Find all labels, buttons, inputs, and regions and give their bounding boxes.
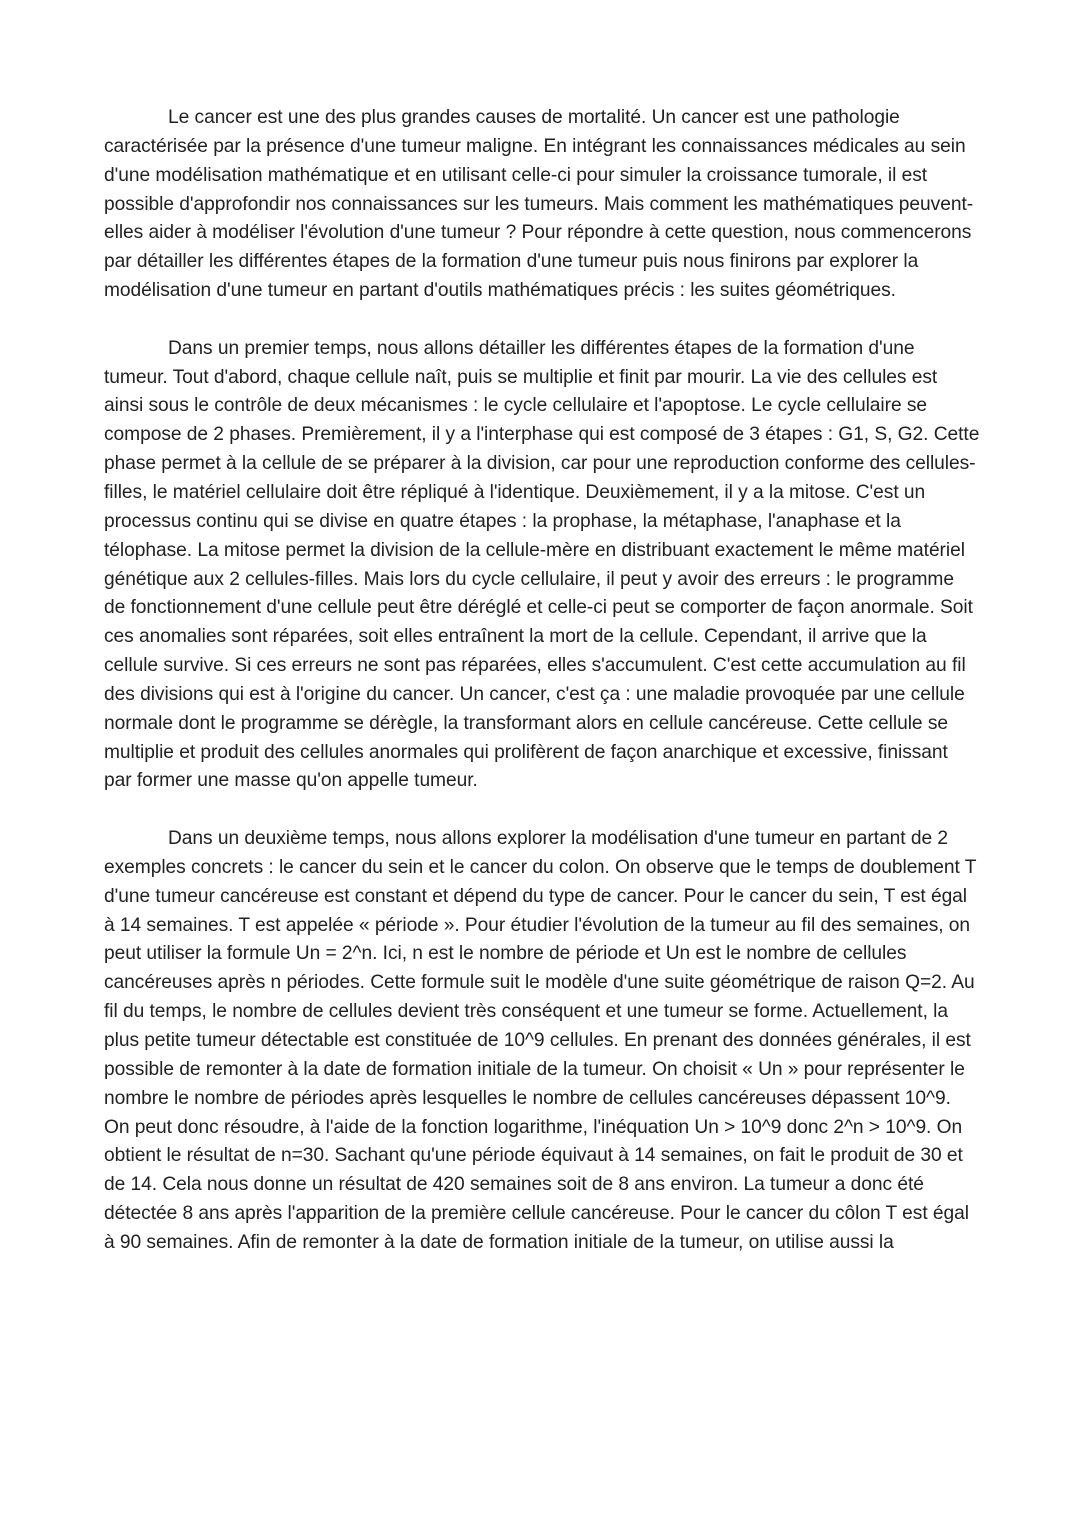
paragraph-tumor-formation: Dans un premier temps, nous allons détailler les différentes étapes de la formation d'une tumeur. Tout d'abord, chaque cellule naît, puis se multiplie et finit par mourir. La vie des cellules est ainsi sous le contrôle de deux mécanismes : le cycle cellulaire et l'apoptose. Le cycle cellulaire se compose de 2 phases. Premièrement, il y a l'interphase qui est composé de 3 étapes : G1, S, G2. Cette phase permet à la cellule de se préparer à la division, car pour une reproduction conforme des cellules-filles, le matériel cellulaire doit être répliqué à l'identique. Deuxièmement, il y a la mitose. C'est un processus continu qui se divise en quatre étapes : la prophase, la métaphase, l'anaphase et la télophase. La mitose permet la division de la cellule-mère en distribuant exactement le même matériel génétique aux 2 cellules-filles. Mais lors du cycle cellulaire, il peut y avoir des erreurs : le programme de fonctionnement d'une cellule peut être déréglé et celle-ci peut se comporter de façon anormale. Soit ces anomalies sont réparées, soit elles entraînent la mort de la cellule. Cependant, il arrive que la cellule survive. Si ces erreurs ne sont pas réparées, elles s'accumulent. C'est cette accumulation au fil des divisions qui est à l'origine du cancer. Un cancer, c'est ça : une maladie provoquée par une cellule normale dont le programme se dérègle, la transformant alors en cellule cancéreuse. Cette cellule se multiplie et produit des cellules anormales qui prolifèrent de façon anarchique et excessive, finissant par former une masse qu'on appelle tumeur. xyxy=(104,337,980,792)
document-page xyxy=(104,104,980,1258)
paragraph-introduction: Le cancer est une des plus grandes causes de mortalité. Un cancer est une pathologie caractérisée par la présence d'une tumeur maligne. En intégrant les connaissances médicales au sein d'une modélisation mathématique et en utilisant celle-ci pour simuler la croissance tumorale, il est possible d'approfondir nos connaissances sur les tumeurs. Mais comment les mathématiques peuvent-elles aider à modéliser l'évolution d'une tumeur ? Pour répondre à cette question, nous commencerons par détailler les différentes étapes de la formation d'une tumeur puis nous finirons par explorer la modélisation d'une tumeur en partant d'outils mathématiques précis : les suites géométriques. xyxy=(104,107,974,302)
paragraph-tumor-modeling: Dans un deuxième temps, nous allons explorer la modélisation d'une tumeur en partant de 2 exemples concrets : le cancer du sein et le cancer du colon. On observe que le temps de doublement T d'une tumeur cancéreuse est constant et dépend du type de cancer. Pour le cancer du sein, T est égal à 14 semaines. T est appelée « période ». Pour étudier l'évolution de la tumeur au fil des semaines, on peut utiliser la formule Un = 2^n. Ici, n est le nombre de période et Un est le nombre de cellules cancéreuses après n périodes. Cette formule suit le modèle d'une suite géométrique de raison Q=2. Au fil du temps, le nombre de cellules devient très conséquent et une tumeur se forme. Actuellement, la plus petite tumeur détectable est constituée de 10^9 cellules. En prenant des données générales, il est possible de remonter à la date de formation initiale de la tumeur. On choisit « Un » pour représenter le nombre le nombre de périodes après lesquelles le nombre de cellules cancéreuses dépassent 10^9. On peut donc résoudre, à l'aide de la fonction logarithme, l'inéquation Un > 10^9 donc 2^n > 10^9. On obtient le résultat de n=30. Sachant qu'une période équivaut à 14 semaines, on fait le produit de 30 et de 14. Cela nous donne un résultat de 420 semaines soit de 8 ans environ. La tumeur a donc été détectée 8 ans après l'apparition de la première cellule cancéreuse. Pour le cancer du côlon T est égal à 90 semaines. Afin de remonter à la date de formation initiale de la tumeur, on utilise aussi la xyxy=(104,828,977,1253)
